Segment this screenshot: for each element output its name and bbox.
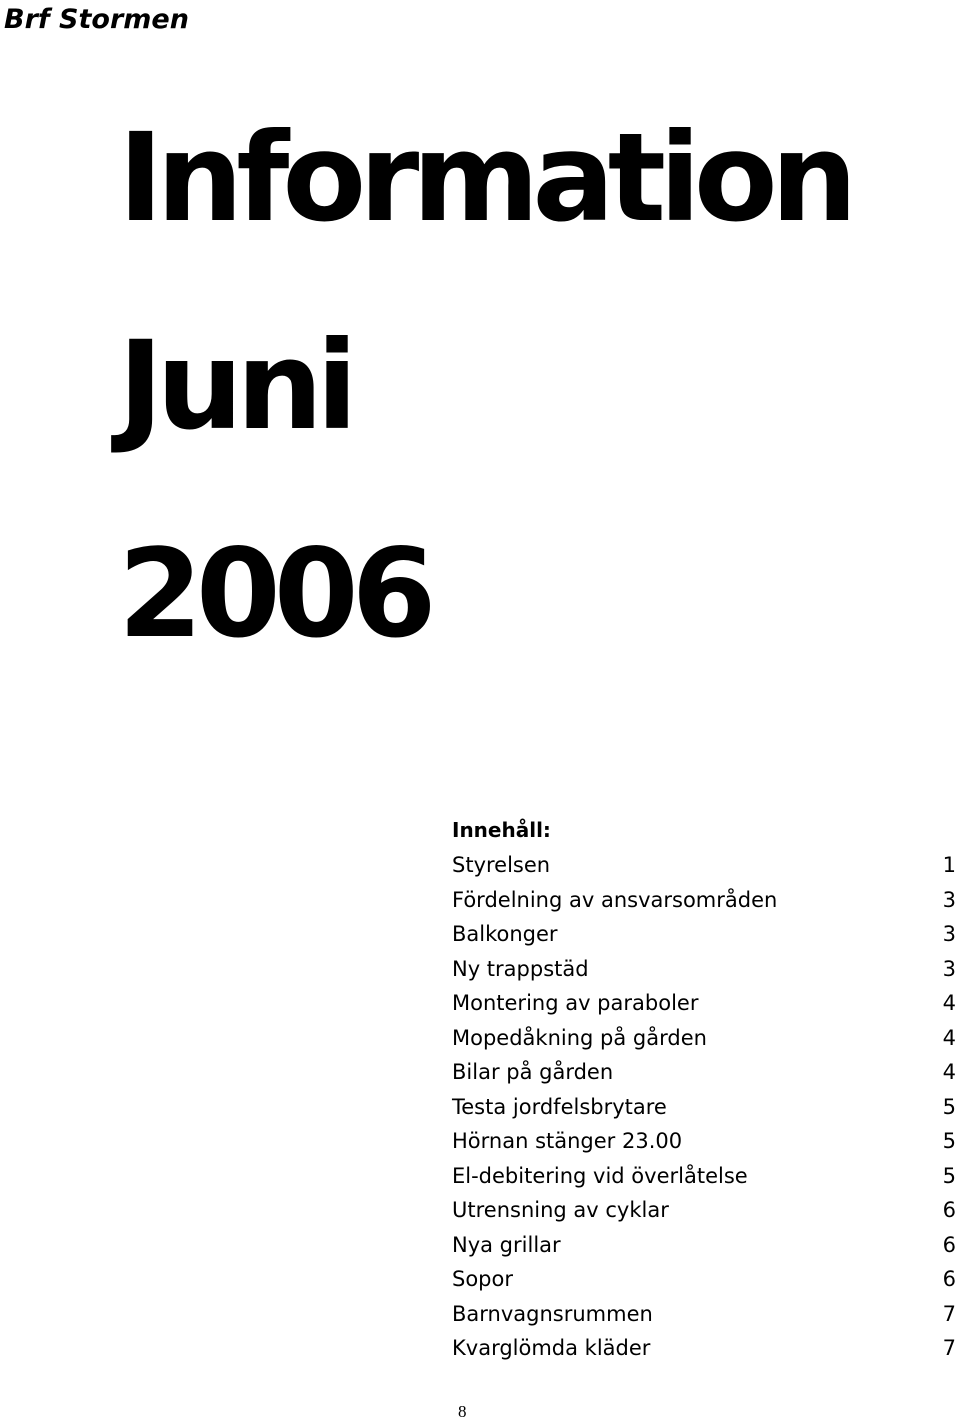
toc-item-label: Styrelsen: [452, 853, 551, 877]
toc-item-label: Sopor: [452, 1267, 513, 1291]
toc-item-page: 1: [942, 853, 956, 877]
toc-item-page: 4: [942, 1060, 956, 1084]
toc-heading: Innehåll:: [452, 818, 551, 842]
toc-item: [452, 883, 956, 918]
toc-item: [452, 1331, 956, 1366]
toc-item-page: 6: [942, 1232, 956, 1257]
toc-item: [452, 1090, 956, 1125]
toc-item-label: Bilar på gården: [452, 1060, 614, 1084]
toc-item: [452, 1297, 956, 1332]
toc-item-page: 6: [942, 1267, 956, 1291]
toc-item-label: Kvarglömda kläder: [452, 1336, 651, 1360]
toc-item-page: 5: [942, 1163, 956, 1188]
toc-item-page: 5: [942, 1094, 956, 1119]
toc-item-page: 7: [942, 1301, 956, 1326]
toc-item-label: Ny trappstäd: [452, 956, 589, 981]
title-year: 2006: [118, 523, 430, 665]
title-information: Information: [118, 107, 851, 249]
toc-item-label: Nya grillar: [452, 1232, 561, 1257]
toc-item: [452, 1124, 956, 1159]
toc-item-label: El-debitering vid överlåtelse: [452, 1163, 748, 1188]
toc-item: [452, 1228, 956, 1263]
toc-item: [452, 986, 956, 1021]
toc-item-page: 5: [942, 1129, 956, 1153]
toc-item-label: Testa jordfelsbrytare: [452, 1094, 667, 1119]
org-name: Brf Stormen: [4, 4, 189, 35]
toc-item-page: 7: [942, 1336, 956, 1360]
toc-item-page: 4: [942, 991, 956, 1015]
toc-item-label: Mopedåkning på gården: [452, 1025, 707, 1050]
toc-item: [452, 1193, 956, 1228]
toc-item: [452, 1021, 956, 1056]
toc-item: [452, 848, 956, 883]
toc-item: [452, 952, 956, 987]
toc-item-page: 4: [942, 1025, 956, 1050]
toc-item-label: Hörnan stänger 23.00: [452, 1129, 683, 1153]
toc-item: [452, 917, 956, 952]
toc-item-label: Utrensning av cyklar: [452, 1198, 669, 1222]
page-number: 8: [458, 1402, 467, 1421]
toc-item-page: 3: [942, 956, 956, 981]
toc-item-page: 6: [942, 1198, 956, 1222]
title-month: Juni: [118, 315, 351, 457]
table-of-contents: [452, 812, 956, 1366]
toc-item-label: Fördelning av ansvarsområden: [452, 887, 778, 912]
toc-item-label: Montering av paraboler: [452, 991, 699, 1015]
toc-item-page: 3: [942, 922, 956, 946]
toc-item: [452, 1262, 956, 1297]
toc-item-label: Barnvagnsrummen: [452, 1301, 653, 1326]
toc-item-page: 3: [942, 887, 956, 912]
toc-item: [452, 1159, 956, 1194]
toc-item-label: Balkonger: [452, 922, 558, 946]
toc-list: [452, 848, 956, 1366]
toc-item: [452, 1055, 956, 1090]
